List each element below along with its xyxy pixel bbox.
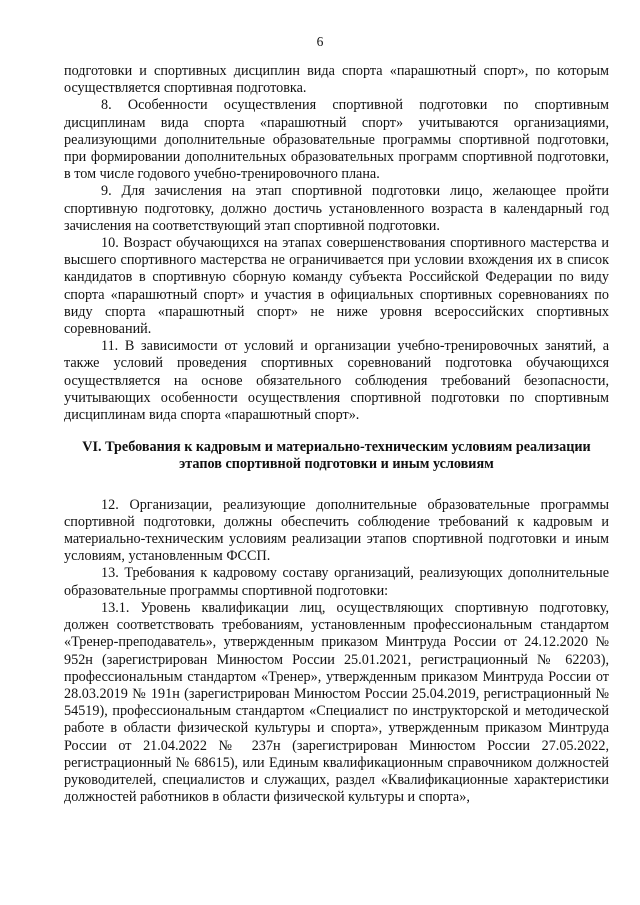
section-heading bbox=[64, 439, 609, 473]
document-body bbox=[64, 63, 609, 806]
paragraph-12: 12. Организации, реализующие дополнительные образовательные программы спортивной подготовки, должны обеспечить соблюдение требований к кадровым и материально-техническим условиям реализации этапов спортивной подготовки и иным условиям, установленным ФССП. bbox=[64, 496, 609, 565]
paragraph-10: 10. Возраст обучающихся на этапах совершенствования спортивного мастерства и высшего спортивного мастерства не ограничивается при условии вхождения их в список кандидатов в спортивную сборную команду субъекта Российской Федерации по виду спорта «парашютный спорт» и участия в официальных спортивных соревнованиях по виду спорта «парашютный спорт» не ниже уровня всероссийских спортивных соревнований. bbox=[64, 235, 609, 338]
paragraph-9: 9. Для зачисления на этап спортивной подготовки лицо, желающее пройти спортивную подготовку, должно достичь установленного возраста в календарный год зачисления на соответствующий этап спортивной подготовки. bbox=[64, 183, 609, 234]
paragraph-11: 11. В зависимости от условий и организации учебно-тренировочных занятий, а также условий проведения спортивных соревнований подготовка обучающихся осуществляется на основе обязательного соблюдения требований безопасности, учитывающих особенности осуществления спортивной подготовки по спортивным дисциплинам вида спорта «парашютный спорт». bbox=[64, 338, 609, 424]
paragraph-continuation: подготовки и спортивных дисциплин вида спорта «парашютный спорт», по которым осуществляется спортивная подготовка. bbox=[64, 63, 609, 97]
paragraph-13-1: 13.1. Уровень квалификации лиц, осуществляющих спортивную подготовку, должен соответствовать требованиям, установленным профессиональным стандартом «Тренер-преподаватель», утвержденным приказом Минтруда России от 24.12.2020 № 952н (зарегистрирован Минюстом России 25.01.2021, регистрационный № 62203), профессиональным стандартом «Тренер», утвержденным приказом Минтруда России от 28.03.2019 № 191н (зарегистрирован Минюстом России 25.04.2019, регистрационный № 54519), профессиональным стандартом «Специалист по инструкторской и методической работе в области физической культуры и спорта», утвержденным приказом Минтруда России от 21.04.2022 № 237н (зарегистрирован Минюстом России 27.05.2022, регистрационный № 68615), или Единым квалификационным справочником должностей руководителей, специалистов и служащих, раздел «Квалификационные характеристики должностей работников в области физической культуры и спорта», bbox=[64, 599, 609, 806]
section-heading-line-1: VI. Требования к кадровым и материально-техническим условиям реализации bbox=[82, 439, 591, 456]
section-heading-line-2: этапов спортивной подготовки и иным условиям bbox=[179, 456, 494, 473]
page-number: 6 bbox=[316, 34, 324, 49]
heading-spacer bbox=[64, 474, 609, 497]
paragraph-8: 8. Особенности осуществления спортивной подготовки по спортивным дисциплинам вида спорта «парашютный спорт» учитываются организациями, реализующими дополнительные образовательные программы спортивной подготовки, при формировании дополнительных образовательных программ спортивной подготовки, в том числе годового учебно-тренировочного плана. bbox=[64, 97, 609, 183]
paragraph-13: 13. Требования к кадровому составу организаций, реализующих дополнительные образовательные программы спортивной подготовки: bbox=[64, 565, 609, 599]
